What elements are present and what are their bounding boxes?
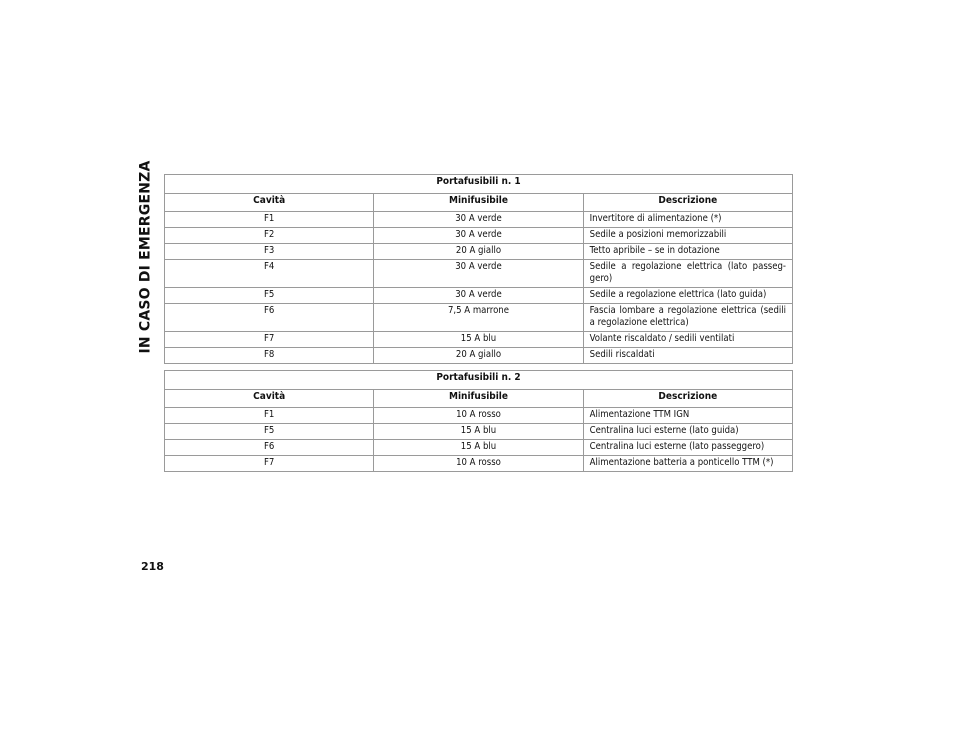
cavity-cell: F8 [165,348,374,364]
description-cell: Alimentazione batteria a ponticello TTM (*) [583,456,792,472]
minifuse-cell: 7,5 A marrone [374,304,583,332]
minifuse-cell: 30 A verde [374,228,583,244]
description-cell: Invertitore di alimentazione (*) [583,212,792,228]
cavity-cell: F4 [165,260,374,288]
description-cell: Sedile a posizioni memorizzabili [583,228,792,244]
fuse-table-1 [164,174,793,364]
minifuse-cell: 15 A blu [374,332,583,348]
table-row [165,348,793,364]
table-row [165,212,793,228]
column-header-cavity: Cavità [165,194,374,212]
column-header-description: Descrizione [583,390,792,408]
table-row [165,440,793,456]
table-row [165,288,793,304]
description-cell: Sedile a regolazione elettrica (lato passeg-gero) [583,260,792,288]
minifuse-cell: 15 A blu [374,424,583,440]
cavity-cell: F7 [165,456,374,472]
minifuse-cell: 30 A verde [374,212,583,228]
minifuse-cell: 10 A rosso [374,456,583,472]
table-row [165,244,793,260]
minifuse-cell: 15 A blu [374,440,583,456]
fuse-table-2 [164,370,793,472]
table-row [165,332,793,348]
table-row [165,456,793,472]
column-header-minifuse: Minifusibile [374,390,583,408]
cavity-cell: F6 [165,304,374,332]
table-row [165,260,793,288]
cavity-cell: F7 [165,332,374,348]
description-cell: Centralina luci esterne (lato passeggero) [583,440,792,456]
table-row [165,424,793,440]
fuse-table-2-title: Portafusibili n. 2 [165,371,793,390]
section-title [136,160,156,354]
cavity-cell: F1 [165,408,374,424]
column-header-minifuse: Minifusibile [374,194,583,212]
description-cell: Alimentazione TTM IGN [583,408,792,424]
section-title-text: IN CASO DI EMERGENZA [138,160,155,354]
minifuse-cell: 30 A verde [374,260,583,288]
table-row [165,228,793,244]
cavity-cell: F1 [165,212,374,228]
cavity-cell: F5 [165,424,374,440]
minifuse-cell: 30 A verde [374,288,583,304]
minifuse-cell: 20 A giallo [374,348,583,364]
cavity-cell: F3 [165,244,374,260]
description-cell: Tetto apribile – se in dotazione [583,244,792,260]
table-row [165,304,793,332]
minifuse-cell: 10 A rosso [374,408,583,424]
cavity-cell: F5 [165,288,374,304]
fuse-table-1-title: Portafusibili n. 1 [165,175,793,194]
description-cell: Volante riscaldato / sedili ventilati [583,332,792,348]
cavity-cell: F6 [165,440,374,456]
minifuse-cell: 20 A giallo [374,244,583,260]
description-cell: Sedile a regolazione elettrica (lato guida) [583,288,792,304]
description-cell: Centralina luci esterne (lato guida) [583,424,792,440]
column-header-description: Descrizione [583,194,792,212]
column-header-cavity: Cavità [165,390,374,408]
cavity-cell: F2 [165,228,374,244]
page-number: 218 [141,560,164,573]
description-cell: Sedili riscaldati [583,348,792,364]
description-cell: Fascia lombare a regolazione elettrica (sedili a regolazione elettrica) [583,304,792,332]
table-row [165,408,793,424]
